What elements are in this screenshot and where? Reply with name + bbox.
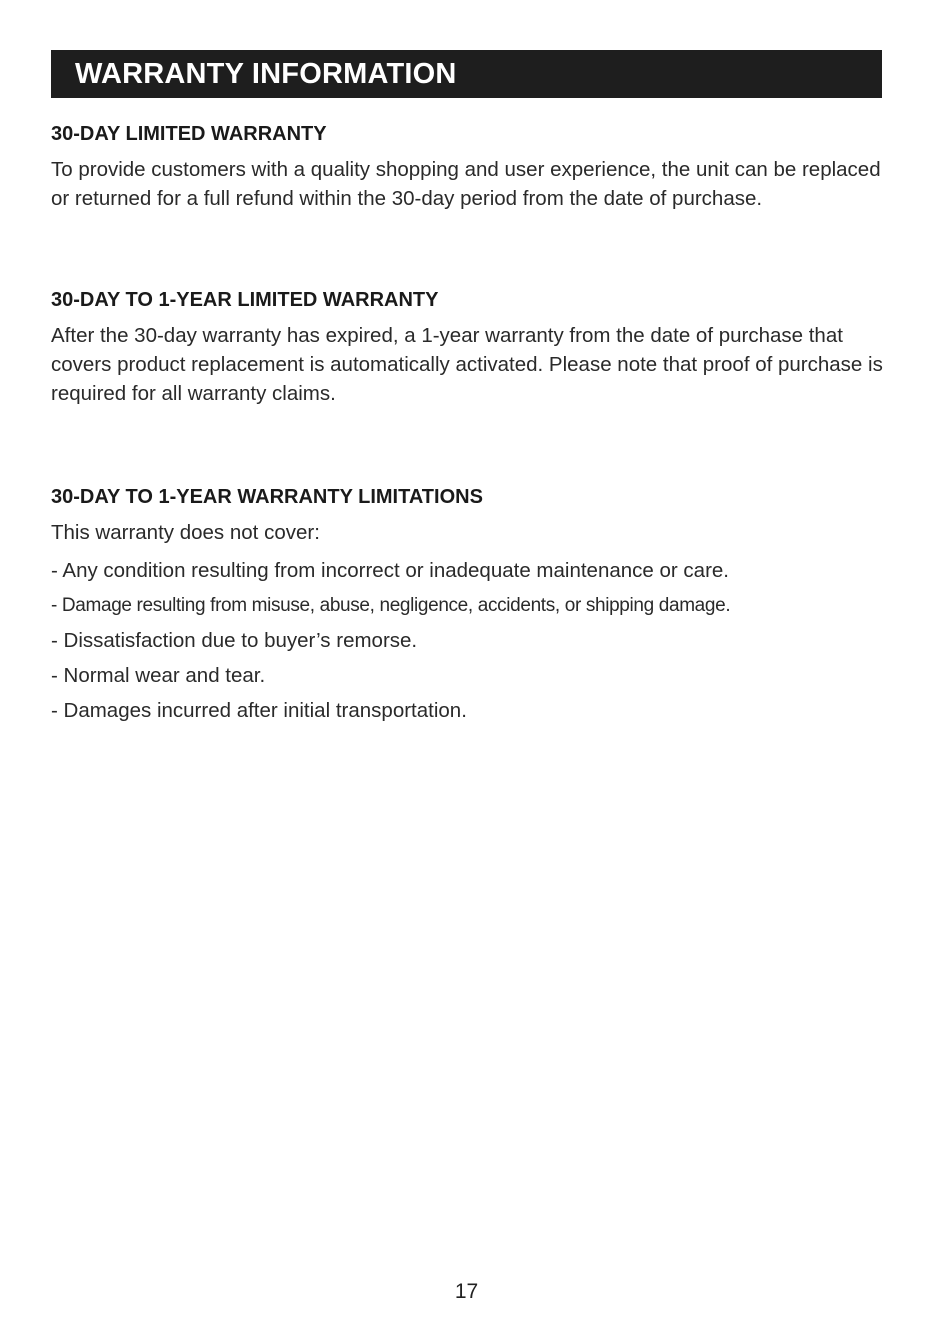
section-heading: 30-DAY TO 1-YEAR LIMITED WARRANTY bbox=[51, 289, 439, 311]
section-1-year-limited-warranty bbox=[51, 289, 891, 408]
section-body: To provide customers with a quality shopping and user experience, the unit can be replaced or returned for a full refund within the 30-day period from the date of purchase. bbox=[51, 158, 881, 210]
section-warranty-limitations bbox=[51, 486, 891, 728]
section-30-day-limited-warranty bbox=[51, 123, 891, 213]
limitations-list bbox=[51, 553, 891, 728]
page-number: 17 bbox=[454, 1280, 479, 1303]
list-item: - Damages incurred after initial transportation. bbox=[51, 699, 467, 722]
section-body: After the 30-day warranty has expired, a 1-year warranty from the date of purchase that covers product replacement is automatically activated. Please note that proof of purchase is required for all warranty claims. bbox=[51, 324, 883, 405]
limitations-intro: This warranty does not cover: bbox=[51, 521, 320, 544]
section-heading: 30-DAY TO 1-YEAR WARRANTY LIMITATIONS bbox=[51, 486, 483, 508]
list-item: - Normal wear and tear. bbox=[51, 664, 266, 687]
page-title: WARRANTY INFORMATION bbox=[75, 57, 457, 90]
list-item: - Dissatisfaction due to buyer’s remorse. bbox=[51, 629, 418, 652]
list-item: - Damage resulting from misuse, abuse, negligence, accidents, or shipping damage. bbox=[51, 595, 731, 616]
page-header-bar bbox=[51, 50, 882, 98]
list-item: - Any condition resulting from incorrect or inadequate maintenance or care. bbox=[51, 559, 730, 582]
section-heading: 30-DAY LIMITED WARRANTY bbox=[51, 123, 327, 145]
